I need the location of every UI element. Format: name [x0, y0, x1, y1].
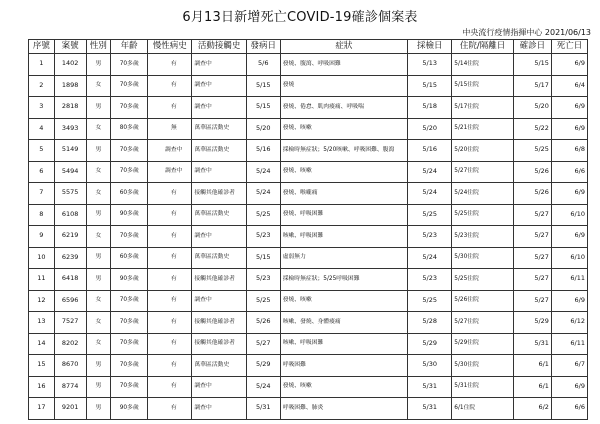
- cell-contact: 萬華區活動史: [192, 118, 246, 140]
- cell-confirm-date: 5/27: [513, 247, 551, 269]
- cell-admission: 5/30住院: [452, 247, 514, 269]
- cell-age: 70多歲: [111, 226, 148, 248]
- cell-age: 90多歲: [111, 269, 148, 291]
- cell-seq: 2: [29, 75, 55, 97]
- cell-symptoms: 呼吸困難、肺炎: [280, 398, 407, 420]
- cell-confirm-date: 6/2: [513, 398, 551, 420]
- cell-death-date: 6/8: [551, 140, 587, 162]
- cell-age: 70多歲: [111, 355, 148, 377]
- cell-confirm-date: 5/20: [513, 97, 551, 119]
- table-row: [29, 376, 588, 398]
- cell-symptoms: 採檢時無症狀；5/20咳嗽、呼吸困難、腹瀉: [280, 140, 407, 162]
- cell-seq: 6: [29, 161, 55, 183]
- cell-contact: 萬華區活動史: [192, 204, 246, 226]
- cell-symptoms: 發燒、咳嗽: [280, 290, 407, 312]
- table-row: [29, 226, 588, 248]
- cell-sex: 女: [86, 290, 111, 312]
- cell-sample-date: 5/15: [408, 75, 452, 97]
- cell-sex: 女: [86, 183, 111, 205]
- cell-symptoms: 咳嗽、發燒、身體痠痛: [280, 312, 407, 334]
- cell-sample-date: 5/25: [408, 204, 452, 226]
- cell-case-no: 6108: [54, 204, 86, 226]
- table-row: [29, 269, 588, 291]
- table-row: [29, 161, 588, 183]
- header-confirm-date: 確診日: [513, 40, 551, 54]
- cell-contact: 調查中: [192, 290, 246, 312]
- cell-seq: 7: [29, 183, 55, 205]
- cell-death-date: 6/11: [551, 333, 587, 355]
- cell-age: 90多歲: [111, 398, 148, 420]
- header-contact: 活動接觸史: [192, 40, 246, 54]
- cell-case-no: 6239: [54, 247, 86, 269]
- cell-sex: 男: [86, 204, 111, 226]
- header-onset: 發病日: [246, 40, 280, 54]
- source-note: 中央流行疫情指揮中心 2021/06/13: [462, 28, 591, 37]
- cell-contact: 調查中: [192, 54, 246, 76]
- cell-contact: 調查中: [192, 75, 246, 97]
- cell-onset: 5/23: [246, 269, 280, 291]
- cell-sex: 女: [86, 333, 111, 355]
- cell-contact: 調查中: [192, 161, 246, 183]
- cell-contact: 接觸其他確診者: [192, 312, 246, 334]
- cell-chronic: 有: [148, 54, 192, 76]
- cell-sex: 女: [86, 312, 111, 334]
- cell-age: 70多歲: [111, 54, 148, 76]
- cell-case-no: 5149: [54, 140, 86, 162]
- cell-death-date: 6/6: [551, 398, 587, 420]
- cell-sample-date: 5/29: [408, 333, 452, 355]
- cell-seq: 9: [29, 226, 55, 248]
- cell-admission: 5/20住院: [452, 140, 514, 162]
- cell-sex: 女: [86, 75, 111, 97]
- cell-contact: 調查中: [192, 226, 246, 248]
- cell-case-no: 2818: [54, 97, 86, 119]
- cell-age: 70多歲: [111, 75, 148, 97]
- table-row: [29, 75, 588, 97]
- cell-symptoms: 採檢時無症狀；5/25呼吸困難: [280, 269, 407, 291]
- document-title: 6月13日新增死亡COVID-19確診個案表: [182, 10, 418, 25]
- cell-sample-date: 5/13: [408, 54, 452, 76]
- header-sex: 性別: [86, 40, 111, 54]
- table-row: [29, 312, 588, 334]
- cell-seq: 11: [29, 269, 55, 291]
- cell-chronic: 有: [148, 398, 192, 420]
- cell-confirm-date: 5/31: [513, 333, 551, 355]
- cell-sample-date: 5/28: [408, 312, 452, 334]
- cell-contact: 接觸其他確診者: [192, 333, 246, 355]
- table-row: [29, 140, 588, 162]
- cell-confirm-date: 5/25: [513, 140, 551, 162]
- cell-age: 90多歲: [111, 204, 148, 226]
- cell-admission: 5/14住院: [452, 54, 514, 76]
- cell-seq: 5: [29, 140, 55, 162]
- cell-contact: 萬華區活動史: [192, 355, 246, 377]
- cell-age: 70多歲: [111, 312, 148, 334]
- cell-sex: 男: [86, 140, 111, 162]
- cell-death-date: 6/7: [551, 355, 587, 377]
- cell-confirm-date: 5/26: [513, 161, 551, 183]
- cell-confirm-date: 5/27: [513, 204, 551, 226]
- cell-onset: 5/24: [246, 376, 280, 398]
- cell-symptoms: 咳嗽、呼吸困難: [280, 333, 407, 355]
- case-table: [28, 39, 588, 420]
- cell-case-no: 6219: [54, 226, 86, 248]
- header-chronic: 慢性病史: [148, 40, 192, 54]
- cell-death-date: 6/9: [551, 118, 587, 140]
- table-row: [29, 247, 588, 269]
- cell-onset: 5/20: [246, 118, 280, 140]
- table-row: [29, 333, 588, 355]
- cell-symptoms: 發燒、咳嗽: [280, 118, 407, 140]
- cell-onset: 5/31: [246, 398, 280, 420]
- cell-age: 70多歲: [111, 333, 148, 355]
- table-row: [29, 290, 588, 312]
- cell-age: 70多歲: [111, 290, 148, 312]
- cell-admission: 5/15住院: [452, 75, 514, 97]
- cell-admission: 5/26住院: [452, 290, 514, 312]
- cell-chronic: 有: [148, 183, 192, 205]
- cell-chronic: 調查中: [148, 161, 192, 183]
- cell-chronic: 有: [148, 355, 192, 377]
- cell-sample-date: 5/31: [408, 398, 452, 420]
- cell-seq: 1: [29, 54, 55, 76]
- table-row: [29, 97, 588, 119]
- cell-chronic: 有: [148, 269, 192, 291]
- cell-case-no: 6596: [54, 290, 86, 312]
- cell-seq: 15: [29, 355, 55, 377]
- cell-confirm-date: 5/27: [513, 226, 551, 248]
- cell-seq: 4: [29, 118, 55, 140]
- cell-onset: 5/15: [246, 97, 280, 119]
- table-row: [29, 183, 588, 205]
- cell-onset: 5/6: [246, 54, 280, 76]
- cell-symptoms: 發燒: [280, 75, 407, 97]
- table-body: [29, 54, 588, 420]
- cell-sample-date: 5/24: [408, 247, 452, 269]
- cell-symptoms: 呼吸困難: [280, 355, 407, 377]
- cell-contact: 調查中: [192, 398, 246, 420]
- cell-admission: 5/25住院: [452, 204, 514, 226]
- cell-case-no: 5575: [54, 183, 86, 205]
- cell-symptoms: 發燒、呼吸困難: [280, 204, 407, 226]
- cell-confirm-date: 5/27: [513, 269, 551, 291]
- cell-chronic: 有: [148, 204, 192, 226]
- cell-onset: 5/29: [246, 355, 280, 377]
- cell-age: 60多歲: [111, 247, 148, 269]
- header-seq: 序號: [29, 40, 55, 54]
- cell-admission: 5/31住院: [452, 376, 514, 398]
- cell-death-date: 6/9: [551, 290, 587, 312]
- cell-admission: 5/23住院: [452, 226, 514, 248]
- cell-sex: 男: [86, 54, 111, 76]
- cell-case-no: 9201: [54, 398, 86, 420]
- cell-death-date: 6/12: [551, 312, 587, 334]
- cell-sex: 男: [86, 398, 111, 420]
- cell-confirm-date: 6/1: [513, 376, 551, 398]
- cell-onset: 5/15: [246, 247, 280, 269]
- cell-case-no: 8202: [54, 333, 86, 355]
- cell-confirm-date: 5/27: [513, 290, 551, 312]
- cell-death-date: 6/4: [551, 75, 587, 97]
- cell-confirm-date: 5/15: [513, 54, 551, 76]
- cell-admission: 5/25住院: [452, 269, 514, 291]
- cell-sex: 男: [86, 97, 111, 119]
- header-age: 年齡: [111, 40, 148, 54]
- cell-sample-date: 5/24: [408, 161, 452, 183]
- cell-symptoms: 虛弱無力: [280, 247, 407, 269]
- cell-death-date: 6/11: [551, 269, 587, 291]
- cell-seq: 13: [29, 312, 55, 334]
- cell-sex: 男: [86, 355, 111, 377]
- cell-sample-date: 5/30: [408, 355, 452, 377]
- cell-onset: 5/24: [246, 161, 280, 183]
- cell-sample-date: 5/24: [408, 183, 452, 205]
- cell-sex: 男: [86, 269, 111, 291]
- cell-symptoms: 發燒、咳嗽: [280, 161, 407, 183]
- table-row: [29, 355, 588, 377]
- header-symptoms: 症狀: [280, 40, 407, 54]
- cell-chronic: 有: [148, 97, 192, 119]
- cell-admission: 5/29住院: [452, 333, 514, 355]
- cell-confirm-date: 5/29: [513, 312, 551, 334]
- cell-seq: 17: [29, 398, 55, 420]
- cell-age: 70多歲: [111, 376, 148, 398]
- header-death-date: 死亡日: [551, 40, 587, 54]
- cell-sample-date: 5/20: [408, 118, 452, 140]
- cell-admission: 5/30住院: [452, 355, 514, 377]
- cell-death-date: 6/9: [551, 183, 587, 205]
- cell-chronic: 有: [148, 312, 192, 334]
- header-admission: 住院/隔離日: [452, 40, 514, 54]
- cell-onset: 5/25: [246, 290, 280, 312]
- cell-death-date: 6/9: [551, 54, 587, 76]
- cell-chronic: 有: [148, 333, 192, 355]
- cell-seq: 3: [29, 97, 55, 119]
- cell-seq: 8: [29, 204, 55, 226]
- cell-chronic: 有: [148, 290, 192, 312]
- cell-death-date: 6/10: [551, 204, 587, 226]
- cell-sex: 男: [86, 247, 111, 269]
- cell-symptoms: 發燒、咳嗽: [280, 376, 407, 398]
- cell-contact: 調查中: [192, 97, 246, 119]
- cell-onset: 5/23: [246, 226, 280, 248]
- cell-contact: 萬華區活動史: [192, 140, 246, 162]
- cell-case-no: 1402: [54, 54, 86, 76]
- cell-chronic: 調查中: [148, 140, 192, 162]
- header-sample-date: 採檢日: [408, 40, 452, 54]
- cell-chronic: 有: [148, 75, 192, 97]
- cell-sex: 男: [86, 376, 111, 398]
- cell-chronic: 有: [148, 226, 192, 248]
- table-row: [29, 118, 588, 140]
- cell-death-date: 6/10: [551, 247, 587, 269]
- cell-sample-date: 5/25: [408, 290, 452, 312]
- cell-case-no: 8670: [54, 355, 86, 377]
- cell-admission: 6/1住院: [452, 398, 514, 420]
- cell-contact: 接觸其他確診者: [192, 269, 246, 291]
- cell-death-date: 6/9: [551, 226, 587, 248]
- cell-onset: 5/24: [246, 183, 280, 205]
- cell-case-no: 3493: [54, 118, 86, 140]
- cell-death-date: 6/9: [551, 97, 587, 119]
- cell-case-no: 5494: [54, 161, 86, 183]
- table-row: [29, 204, 588, 226]
- cell-confirm-date: 5/26: [513, 183, 551, 205]
- cell-onset: 5/15: [246, 75, 280, 97]
- cell-age: 60多歲: [111, 183, 148, 205]
- cell-symptoms: 發燒、腹瀉、呼吸困難: [280, 54, 407, 76]
- cell-symptoms: 發燒、喉嚨痛: [280, 183, 407, 205]
- cell-case-no: 6418: [54, 269, 86, 291]
- cell-admission: 5/21住院: [452, 118, 514, 140]
- cell-case-no: 8774: [54, 376, 86, 398]
- cell-sample-date: 5/18: [408, 97, 452, 119]
- cell-age: 80多歲: [111, 118, 148, 140]
- cell-sample-date: 5/31: [408, 376, 452, 398]
- cell-onset: 5/27: [246, 333, 280, 355]
- cell-symptoms: 咳嗽、呼吸困難: [280, 226, 407, 248]
- cell-onset: 5/26: [246, 312, 280, 334]
- cell-sample-date: 5/23: [408, 226, 452, 248]
- header-case-no: 案號: [54, 40, 86, 54]
- cell-confirm-date: 5/22: [513, 118, 551, 140]
- cell-confirm-date: 6/1: [513, 355, 551, 377]
- cell-chronic: 無: [148, 118, 192, 140]
- cell-confirm-date: 5/17: [513, 75, 551, 97]
- cell-case-no: 1898: [54, 75, 86, 97]
- cell-admission: 5/17住院: [452, 97, 514, 119]
- table-row: [29, 398, 588, 420]
- cell-sample-date: 5/16: [408, 140, 452, 162]
- cell-seq: 16: [29, 376, 55, 398]
- cell-age: 70多歲: [111, 140, 148, 162]
- cell-seq: 10: [29, 247, 55, 269]
- cell-sex: 女: [86, 226, 111, 248]
- cell-death-date: 6/9: [551, 376, 587, 398]
- cell-sex: 女: [86, 161, 111, 183]
- cell-case-no: 7527: [54, 312, 86, 334]
- cell-age: 70多歲: [111, 161, 148, 183]
- cell-contact: 調查中: [192, 376, 246, 398]
- cell-onset: 5/25: [246, 204, 280, 226]
- cell-contact: 萬華區活動史: [192, 247, 246, 269]
- cell-symptoms: 發燒、倦怠、肌肉痠痛、呼吸喘: [280, 97, 407, 119]
- cell-sex: 女: [86, 118, 111, 140]
- cell-seq: 14: [29, 333, 55, 355]
- cell-age: 70多歲: [111, 97, 148, 119]
- cell-chronic: 有: [148, 376, 192, 398]
- cell-admission: 5/24住院: [452, 183, 514, 205]
- table-row: [29, 54, 588, 76]
- cell-admission: 5/27住院: [452, 312, 514, 334]
- cell-sample-date: 5/23: [408, 269, 452, 291]
- cell-seq: 12: [29, 290, 55, 312]
- table-header-row: [29, 40, 588, 54]
- cell-death-date: 6/6: [551, 161, 587, 183]
- cell-onset: 5/16: [246, 140, 280, 162]
- cell-contact: 接觸其他確診者: [192, 183, 246, 205]
- cell-admission: 5/27住院: [452, 161, 514, 183]
- cell-chronic: 有: [148, 247, 192, 269]
